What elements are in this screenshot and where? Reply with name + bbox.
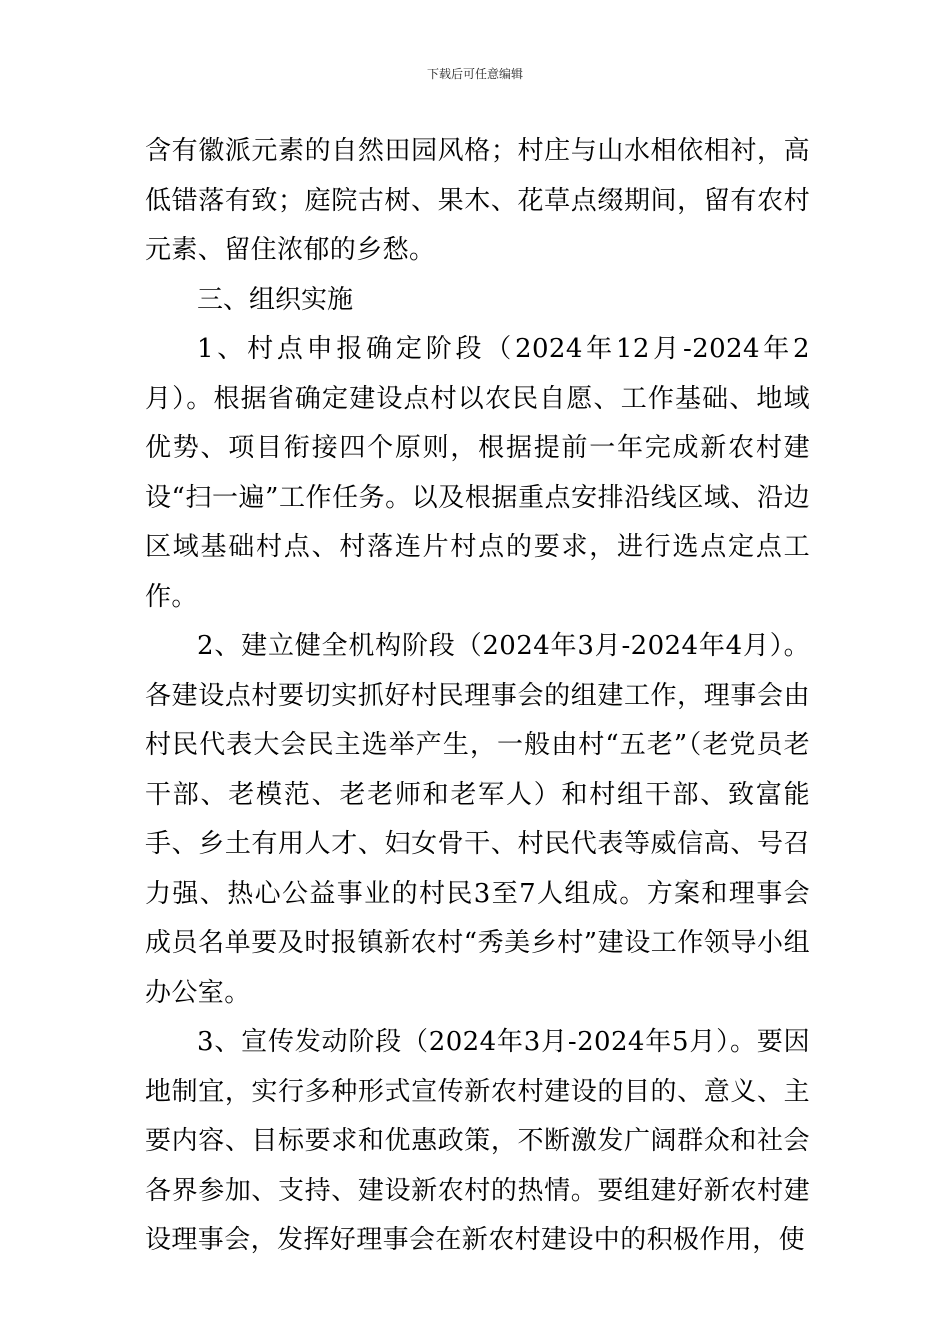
paragraph-stage-2: 2、建立健全机构阶段（2024年3月-2024年4月）。各建设点村要切实抓好村民理事会的组建工作，理事会由村民代表大会民主选举产生，一般由村“五老”（老党员老干部、老模范、老老师和老军人）和村组干部、致富能手、乡土有用人才、妇女骨干、村民代表等威信高、号召力强、热心公益事业的村民3至7人组成。方案和理事会成员名单要及时报镇新农村“秀美乡村”建设工作领导小组办公室。: [145, 631, 810, 1008]
page-header: 下载后可任意编辑: [426, 67, 523, 81]
section-heading: 三、组织实施: [197, 284, 354, 315]
paragraph-stage-1: 1、村点申报确定阶段（2024年12月-2024年2月）。根据省确定建设点村以农民自愿、工作基础、地域优势、项目衔接四个原则，根据提前一年完成新农村建设“扫一遍”工作任务。以及根据重点安排沿线区域、沿边区域基础村点、村落连片村点的要求，进行选点定点工作。: [145, 334, 810, 612]
paragraph-stage-3: 3、宣传发动阶段（2024年3月-2024年5月）。要因地制宜，实行多种形式宣传新农村建设的目的、意义、主要内容、目标要求和优惠政策，不断激发广阔群众和社会各界参加、支持、建设新农村的热情。要组建好新农村建设理事会，发挥好理事会在新农村建设中的积极作用，使: [145, 1027, 810, 1255]
paragraph-continued: 含有徽派元素的自然田园风格；村庄与山水相依相衬，高低错落有致；庭院古树、果木、花草点缀期间，留有农村元素、留住浓郁的乡愁。: [145, 136, 810, 265]
document-body: [145, 127, 810, 1266]
